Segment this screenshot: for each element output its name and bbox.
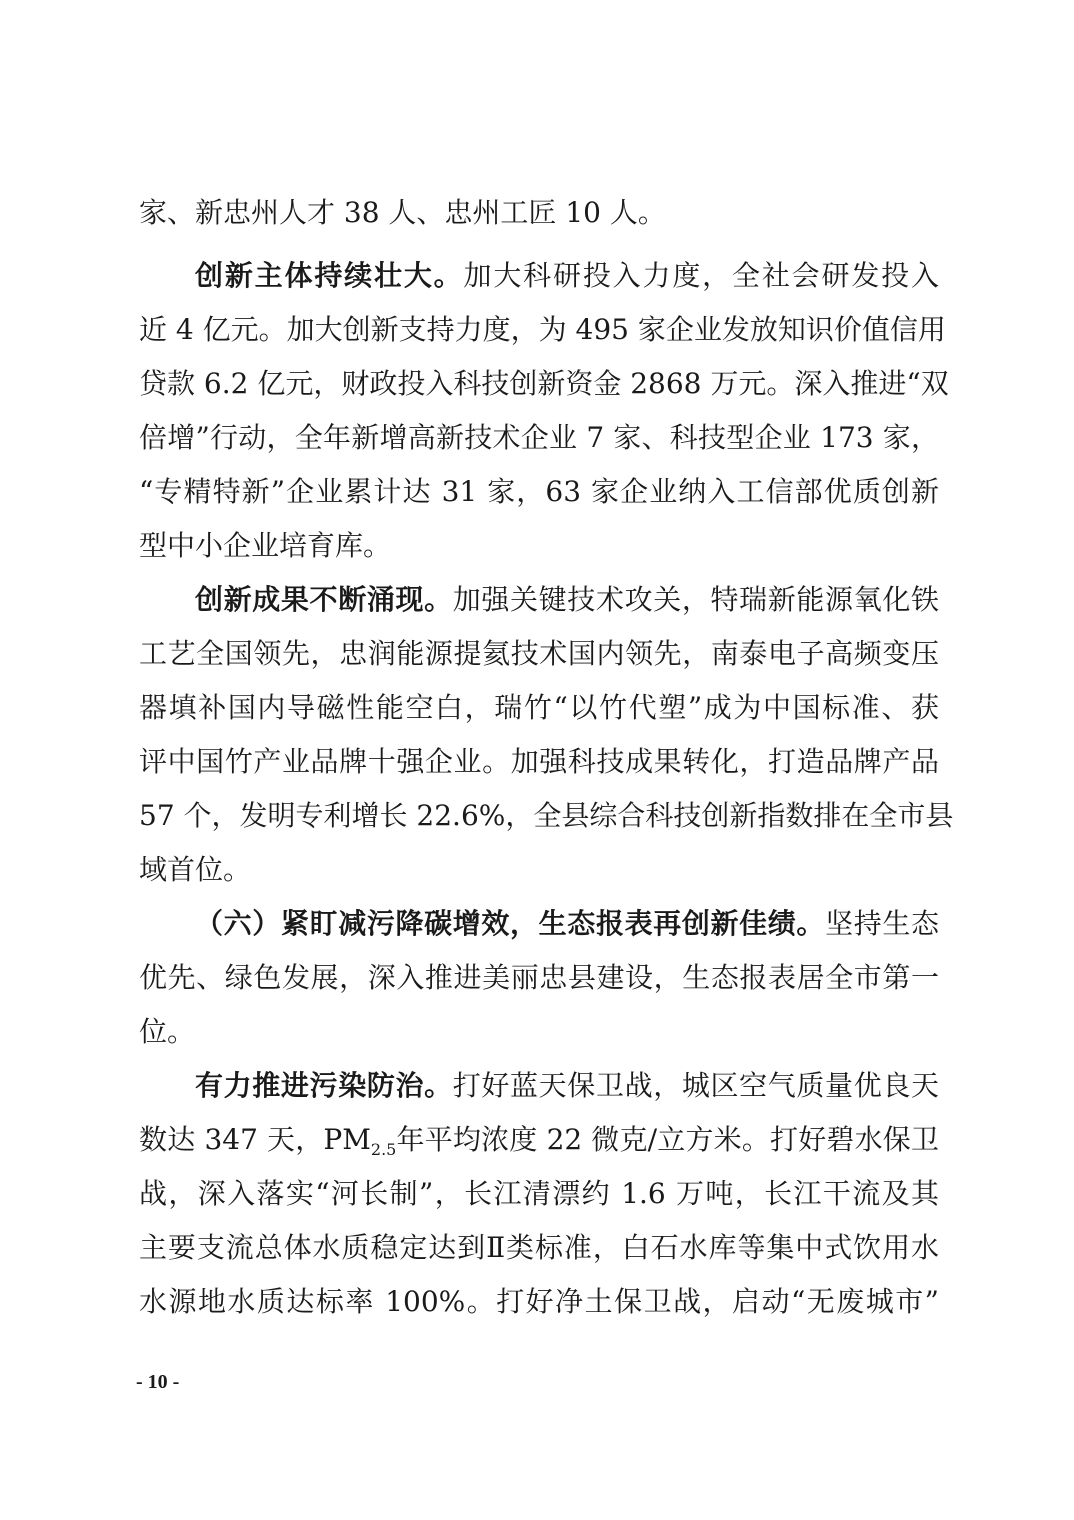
paragraph-heading: 创新成果不断涌现。 (195, 583, 453, 616)
body-line: “专精特新”企业累计达 31 家，63 家企业纳入工信部优质创新 (139, 475, 939, 508)
paragraph-heading: 创新主体持续壮大。 (195, 259, 464, 292)
paragraph-text: 坚持生态 (825, 907, 939, 940)
pm-subscript: 2.5 (370, 1140, 397, 1159)
pm-prefix: 数达 347 天，PM (139, 1123, 371, 1156)
pm-line (139, 1120, 939, 1170)
body-line: 近 4 亿元。加大创新支持力度，为 495 家企业发放知识价值信用 (139, 313, 946, 346)
section-heading: （六）紧盯减污降碳增效，生态报表再创新佳绩。 (195, 907, 826, 940)
paragraph-heading: 有力推进污染防治。 (195, 1069, 453, 1102)
paragraph-first-line (195, 256, 939, 296)
paragraph-text: 加大科研投入力度，全社会研发投入 (463, 259, 939, 292)
body-line: 器填补国内导磁性能空白，瑞竹“以竹代塑”成为中国标准、获 (139, 691, 939, 724)
page-number: - 10 - (136, 1371, 180, 1393)
body-line: 水源地水质达标率 100%。打好净土保卫战，启动“无废城市” (139, 1285, 939, 1318)
body-line: 倍增”行动，全年新增高新技术企业 7 家、科技型企业 173 家， (139, 421, 939, 454)
body-line: 评中国竹产业品牌十强企业。加强科技成果转化，打造品牌产品 (139, 745, 939, 778)
body-line: 工艺全国领先，忠润能源提氦技术国内领先，南泰电子高频变压 (139, 637, 939, 670)
paragraph-first-line (195, 1066, 939, 1106)
body-line: 位。 (139, 1015, 196, 1048)
body-line: 主要支流总体水质稳定达到Ⅱ类标准，白石水库等集中式饮用水 (139, 1231, 939, 1264)
body-line: 57 个，发明专利增长 22.6%，全县综合科技创新指数排在全市县 (139, 799, 954, 832)
paragraph-text: 打好蓝天保卫战，城区空气质量优良天 (452, 1069, 939, 1102)
pm-suffix: 年平均浓度 22 微克/立方米。打好碧水保卫 (396, 1123, 939, 1156)
body-line: 域首位。 (139, 853, 252, 886)
body-line: 优先、绿色发展，深入推进美丽忠县建设，生态报表居全市第一 (139, 961, 939, 994)
section-heading-line (195, 904, 939, 944)
paragraph-first-line (195, 580, 939, 620)
body-line: 型中小企业培育库。 (139, 529, 392, 562)
body-line: 家、新忠州人才 38 人、忠州工匠 10 人。 (139, 196, 666, 229)
body-line: 战，深入落实“河长制”，长江清漂约 1.6 万吨，长江干流及其 (139, 1177, 939, 1210)
paragraph-text: 加强关键技术攻关，特瑞新能源氧化铁 (452, 583, 939, 616)
body-line: 贷款 6.2 亿元，财政投入科技创新资金 2868 万元。深入推进“双 (139, 367, 949, 400)
